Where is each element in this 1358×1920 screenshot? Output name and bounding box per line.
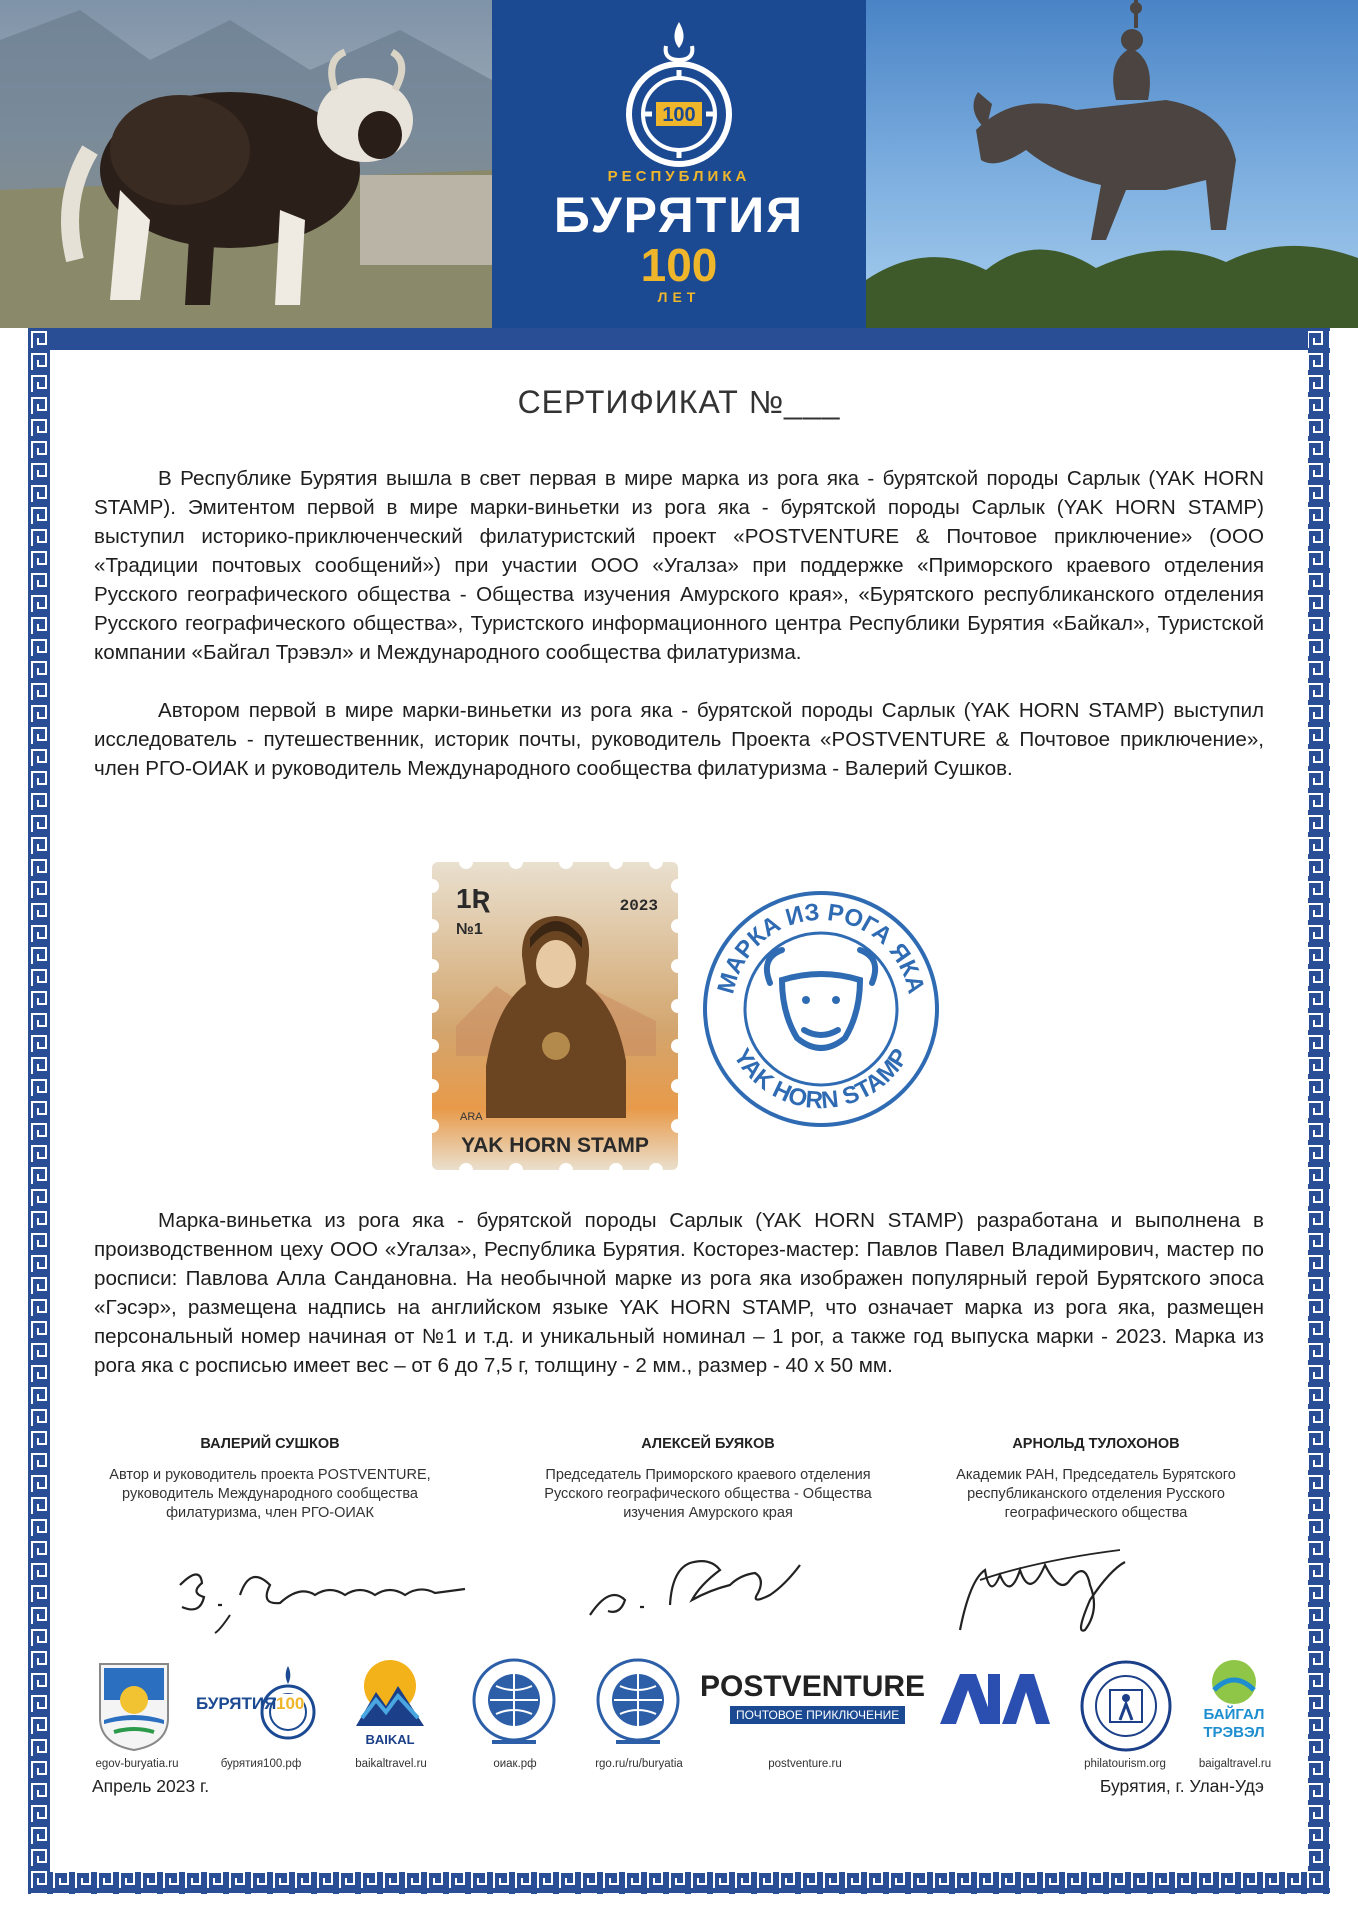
stamp-number: №1 (456, 921, 483, 938)
logo-caption-oiak: оиак.рф (493, 1758, 537, 1770)
buryatia100-logo-number: 100 (276, 1694, 305, 1713)
postventure-logo (700, 1670, 926, 1730)
yak-horn-seal (700, 888, 942, 1130)
signatory-name: ВАЛЕРИЙ СУШКОВ (200, 1436, 340, 1452)
brand-name: БУРЯТИЯ (553, 187, 805, 243)
signature-tulokhonov (950, 1540, 1150, 1640)
rgo-buryatia-globe-icon (588, 1654, 688, 1754)
buryatia100-logo (196, 1660, 326, 1752)
baigal-logo-line2: ТРЭВЭЛ (1203, 1724, 1265, 1741)
yak-horn-stamp (426, 856, 684, 1176)
buryatia100-logo-name: БУРЯТИЯ (196, 1694, 277, 1713)
buryatia-coat-of-arms-icon (94, 1660, 174, 1752)
certificate-paragraph-2: Автором первой в мире марки-виньетки из рога яка - бурятской породы Сарлык (YAK HORN STAMP) выступил исследователь - путешественник, историк почты, руководитель Проекта «POSTVENTURE & Почтовое приключение», член РГО-ОИАК и руководитель Международного сообщества филатуризма - Валерий Сушков. (94, 699, 1264, 780)
signature-buyakov (580, 1545, 810, 1625)
logo-caption-egov: egov-buryatia.ru (95, 1758, 179, 1770)
postventure-logo-subtitle: ПОЧТОВОЕ ПРИКЛЮЧЕНИЕ (730, 1706, 905, 1724)
seal-bottom-text: YAK HORN STAMP (728, 1043, 914, 1115)
ala-mark-icon (936, 1668, 1052, 1728)
signatory-tulokhonov (916, 1436, 1276, 1523)
stamp-image (426, 856, 684, 1176)
baigal-logo-line1: БАЙГАЛ (1203, 1706, 1265, 1723)
buryatia-100-brand (492, 0, 866, 328)
logo-caption-buryatia100: бурятия100.рф (220, 1758, 302, 1770)
logo-caption-philatourism: philatourism.org (1084, 1758, 1166, 1770)
signatory-role: Автор и руководитель проекта POSTVENTURE, руководитель Международного сообщества филатуризма, член РГО-ОИАК (109, 1467, 431, 1521)
baikal-mountain-icon (352, 1656, 428, 1736)
philatourism-seal-icon (1076, 1656, 1176, 1756)
seal-top-text: МАРКА ИЗ РОГА ЯКА (712, 898, 930, 997)
brand-bottom-label: ЛЕТ (657, 289, 701, 305)
signatory-buyakov (528, 1436, 888, 1523)
signatory-role: Председатель Приморского краевого отделения Русского географического общества - Общества изучения Амурского края (544, 1467, 872, 1521)
stamp-maker-mark: ARA (460, 1111, 483, 1123)
ala-logo (936, 1668, 1052, 1728)
stamp-inscription: YAK HORN STAMP (461, 1134, 649, 1157)
signatory-role: Академик РАН, Председатель Бурятского республиканского отделения Русского географического общества (956, 1467, 1236, 1521)
footer-place: Бурятия, г. Улан-Удэ (1099, 1776, 1264, 1796)
yak-illustration (0, 0, 492, 328)
brand-number: 100 (640, 239, 718, 291)
yak-photo (0, 0, 492, 328)
yak-head-icon (767, 950, 875, 1048)
signatory-name: АЛЕКСЕЙ БУЯКОВ (641, 1436, 775, 1452)
signatory-name: АРНОЛЬД ТУЛОХОНОВ (1012, 1436, 1180, 1452)
logo-caption-baigaltravel: baigaltravel.ru (1198, 1758, 1272, 1770)
baikal-logo (352, 1656, 428, 1754)
logo-caption-baikal: baikaltravel.ru (355, 1758, 427, 1770)
stamp-denomination: 1Ʀ (456, 883, 491, 914)
emblem-number: 100 (662, 104, 696, 126)
seal-image (700, 888, 942, 1130)
monument-photo (866, 0, 1358, 328)
brand-top-label: РЕСПУБЛИКА (607, 168, 751, 185)
baigal-travel-logo (1196, 1656, 1272, 1752)
ala-logo-text (936, 1668, 937, 1669)
signatory-sushkov (90, 1436, 450, 1523)
certificate-paragraph-3: Марка-виньетка из рога яка - бурятской породы Сарлык (YAK HORN STAMP) разработана и выполнена в производственном цеху ООО «Угалза», Республика Бурятия. Косторез-мастер: Павлов Павел Владимирович, мастер по росписи: Павлова Алла Сандановна. На необычной марке из рога яка изображен популярный герой Бурятского эпоса «Гэсэр», размещена надпись на английском языке YAK HORN STAMP, что означает марка из рога яка, размещен персональный номер начиная от №1 и т.д. и уникальный номинал – 1 рог, а также год выпуска марки - 2023. Марка из рога яка с росписью имеет вес – от 6 до 7,5 г, толщину - 2 мм., размер - 40 х 50 мм. (94, 1209, 1264, 1377)
signature-sushkov (170, 1555, 470, 1635)
logo-caption-postventure: postventure.ru (768, 1758, 842, 1770)
rgo-oiak-globe-icon (464, 1654, 564, 1754)
buryatia-emblem-icon (614, 20, 744, 168)
postventure-logo-text: POSTVENTURE (700, 1670, 926, 1703)
header-banner (0, 0, 1358, 328)
baigal-wave-icon (1196, 1656, 1272, 1706)
equestrian-statue-illustration (866, 0, 1358, 328)
certificate-title: СЕРТИФИКАТ №___ (517, 384, 841, 420)
stamp-year: 2023 (619, 897, 658, 915)
baikal-logo-text: BAIKAL (365, 1732, 415, 1747)
logo-caption-rgo: rgo.ru/ru/buryatia (595, 1758, 683, 1770)
certificate-paragraph-1: В Республике Бурятия вышла в свет первая в мире марка из рога яка - бурятской породы Сарлык (YAK HORN STAMP). Эмитентом первой в мире марки-виньетки из рога яка - бурятской породы Сарлык (YAK HORN STAMP) выступил историко-приключенческий филатуристский проект «POSTVENTURE & Почтовое приключение» (ООО «Традиции почтовых сообщений») при участии ООО «Угалза» при поддержке «Приморского краевого отделения Русского географического общества - Общества изучения Амурского края», «Бурятского республиканского отделения Русского географического общества», Туристского информационного центра Республики Бурятия «Байкал», Туристской компании «Байгал Трэвэл» и Международного сообщества филатуризма. (94, 467, 1264, 664)
footer-date: Апрель 2023 г. (92, 1776, 210, 1796)
